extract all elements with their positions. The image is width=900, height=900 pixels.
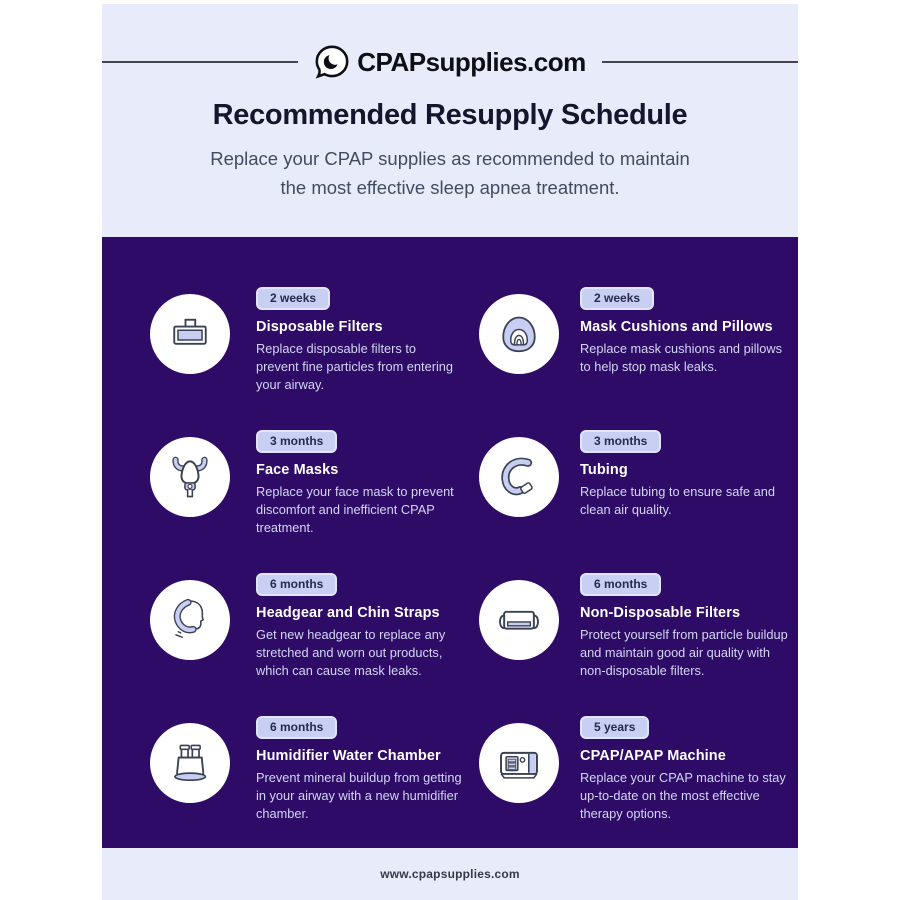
item-non-disposable-filters: [479, 573, 796, 680]
logo-text: CPAPsupplies.com: [357, 46, 586, 77]
interval-badge: 5 years: [580, 716, 649, 739]
interval-badge: 6 months: [256, 716, 337, 739]
item-text: [256, 716, 462, 823]
interval-badge: 3 months: [580, 430, 661, 453]
footer-url: www.cpapsupplies.com: [380, 867, 520, 881]
item-face-masks: [150, 430, 466, 537]
item-tubing: [479, 430, 796, 519]
item-text: [580, 287, 792, 376]
footer-section: [102, 848, 798, 900]
item-title: Tubing: [580, 462, 628, 478]
disposable-filter-icon: [150, 294, 230, 374]
divider-line-right: [602, 61, 798, 63]
headgear-icon: [150, 580, 230, 660]
subtitle-line-2: the most effective sleep apnea treatment.: [280, 177, 620, 199]
interval-badge: 2 weeks: [580, 287, 654, 310]
interval-badge: 6 months: [256, 573, 337, 596]
mask-cushion-icon: [479, 294, 559, 374]
item-title: CPAP/APAP Machine: [580, 748, 726, 764]
divider-line-left: [102, 61, 298, 63]
item-title: Non-Disposable Filters: [580, 605, 741, 621]
logo-row: [102, 43, 798, 81]
header-section: [102, 4, 798, 237]
page-subtitle: [102, 144, 798, 202]
item-title: Disposable Filters: [256, 319, 383, 335]
interval-badge: 6 months: [580, 573, 661, 596]
interval-badge: 3 months: [256, 430, 337, 453]
interval-badge: 2 weeks: [256, 287, 330, 310]
item-description: Replace mask cushions and pillows to help stop mask leaks.: [580, 341, 783, 375]
item-text: [256, 287, 462, 394]
item-humidifier-chamber: [150, 716, 466, 823]
item-title: Humidifier Water Chamber: [256, 748, 441, 764]
non-disposable-filter-icon: [479, 580, 559, 660]
tubing-icon: [479, 437, 559, 517]
cpap-machine-icon: [479, 723, 559, 803]
subtitle-line-1: Replace your CPAP supplies as recommended to maintain: [210, 148, 690, 169]
face-mask-icon: [150, 437, 230, 517]
item-description: Replace your CPAP machine to stay up-to-date on the most effective therapy options.: [580, 770, 786, 822]
moon-chat-bubble-icon: [314, 44, 350, 80]
item-text: [256, 573, 462, 680]
item-headgear: [150, 573, 466, 680]
item-text: [256, 430, 462, 537]
logo: [314, 44, 585, 80]
item-title: Face Masks: [256, 462, 339, 478]
humidifier-chamber-icon: [150, 723, 230, 803]
item-description: Prevent mineral buildup from getting in your airway with a new humidifier chamber.: [256, 770, 462, 822]
item-description: Replace your face mask to prevent discomfort and inefficient CPAP treatment.: [256, 484, 454, 536]
schedule-panel: [102, 237, 798, 848]
item-disposable-filters: [150, 287, 466, 394]
item-text: [580, 430, 792, 519]
item-description: Replace tubing to ensure safe and clean air quality.: [580, 484, 775, 518]
item-mask-cushions: [479, 287, 796, 376]
item-description: Protect yourself from particle buildup and maintain good air quality with non-disposable filters.: [580, 627, 788, 679]
item-cpap-machine: [479, 716, 796, 823]
item-title: Mask Cushions and Pillows: [580, 319, 773, 335]
item-text: [580, 716, 792, 823]
page-title: Recommended Resupply Schedule: [212, 99, 688, 131]
item-description: Replace disposable filters to prevent fine particles from entering your airway.: [256, 341, 454, 393]
item-text: [580, 573, 792, 680]
item-title: Headgear and Chin Straps: [256, 605, 440, 621]
item-description: Get new headgear to replace any stretched and worn out products, which can cause mask leaks.: [256, 627, 446, 679]
infographic-page: [102, 4, 798, 900]
